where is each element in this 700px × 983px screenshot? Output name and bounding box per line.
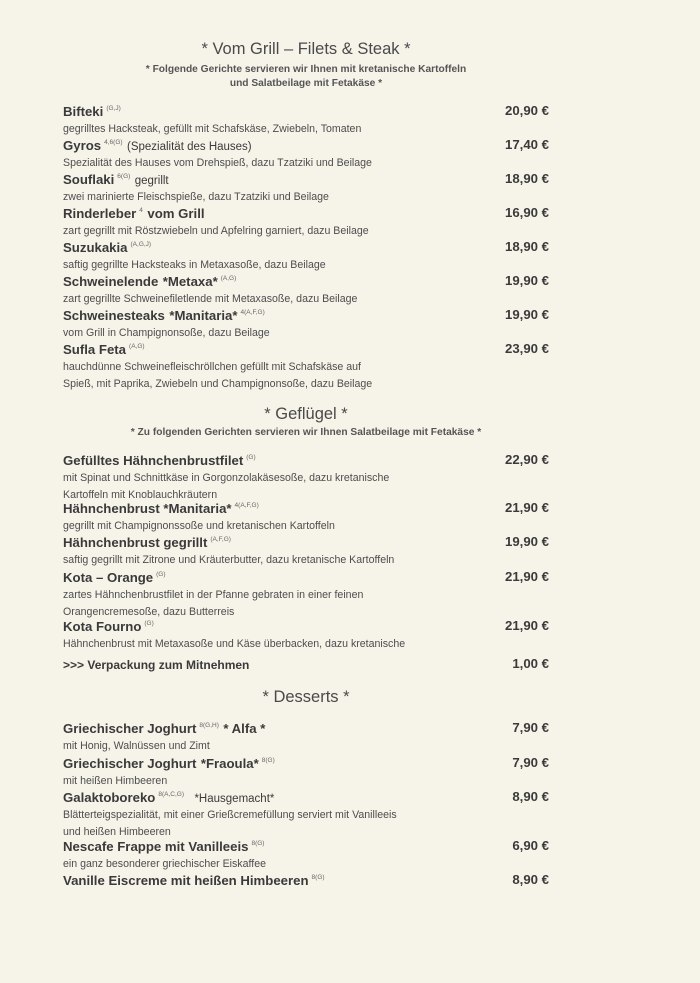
- item-name: Vanille Eiscreme mit heißen Himbeeren: [63, 873, 309, 888]
- item-price: 7,90 €: [512, 755, 549, 770]
- menu-item-sufla-feta: [63, 341, 549, 392]
- menu-item-schweinesteaks: [63, 307, 549, 342]
- packaging-price: 1,00 €: [512, 656, 549, 671]
- item-name: Galaktoboreko: [63, 790, 156, 805]
- item-description-line2: Orangencremesoße, dazu Butterreis: [63, 605, 235, 618]
- item-price: 6,90 €: [512, 838, 549, 853]
- packaging-row: [63, 656, 549, 674]
- menu-item-haehnchenbrust-gegrillt: [63, 534, 549, 569]
- item-extra: gegrillt: [134, 175, 169, 187]
- grill-section-note-line2: und Salatbeilage mit Fetakäse *: [229, 78, 383, 89]
- item-extra: *Fraoula*: [200, 756, 259, 771]
- menu-item-souflaki: [63, 171, 549, 206]
- item-name: Schweinesteaks: [63, 308, 165, 323]
- item-extra: vom Grill: [147, 206, 205, 221]
- item-description: zwei marinierte Fleischspieße, dazu Tzatziki und Beilage: [63, 191, 329, 203]
- item-description: gegrilltes Hacksteak, gefüllt mit Schafskäse, Zwiebeln, Tomaten: [63, 123, 362, 135]
- poultry-section-note: * Zu folgenden Gerichten servieren wir Ihnen Salatbeilage mit Fetakäse *: [130, 427, 482, 438]
- item-price: 17,40 €: [505, 137, 549, 152]
- item-extra: *Hausgemacht*: [194, 793, 275, 805]
- item-description: zartes Hähnchenbrustfilet in der Pfanne gebraten in einer feinen: [63, 589, 364, 601]
- grill-section-title: * Vom Grill – Filets & Steak *: [201, 40, 411, 58]
- item-description: Blätterteigspezialität, mit einer Grießcremefüllung serviert mit Vanilleeis: [63, 809, 397, 821]
- item-name: Gefülltes Hähnchenbrustfilet: [63, 453, 244, 468]
- item-extra: *Manitaria*: [169, 308, 238, 323]
- item-price: 18,90 €: [505, 239, 549, 254]
- item-price: 8,90 €: [512, 789, 549, 804]
- item-price: 7,90 €: [512, 720, 549, 735]
- allergen-note: 4(A,F,G): [234, 501, 259, 509]
- item-price: 20,90 €: [505, 103, 549, 118]
- item-name: Griechischer Joghurt: [63, 721, 197, 736]
- menu-item-gefuelltes-haehnchenbrustfilet: [63, 452, 549, 503]
- menu-item-galaktoboreko: [63, 789, 549, 840]
- item-price: 19,90 €: [505, 273, 549, 288]
- allergen-note: (G): [156, 570, 166, 578]
- item-name: Suzukakia: [63, 240, 128, 255]
- item-description: zart gegrillte Schweinefiletlende mit Metaxasoße, dazu Beilage: [63, 293, 358, 305]
- item-price: 18,90 €: [505, 171, 549, 186]
- item-name: Sufla Feta: [63, 342, 127, 357]
- menu-item-schweinelende: [63, 273, 549, 308]
- item-extra: *Metaxa*: [162, 274, 218, 289]
- allergen-note: (A,G): [220, 274, 237, 282]
- item-price: 19,90 €: [505, 534, 549, 549]
- menu-item-bifteki: [63, 103, 549, 138]
- item-name: Hähnchenbrust *Manitaria*: [63, 501, 232, 516]
- menu-item-joghurt-alfa: [63, 720, 549, 755]
- allergen-note: (G,J): [106, 104, 121, 112]
- item-price: 21,90 €: [505, 500, 549, 515]
- item-description-line2: und heißen Himbeeren: [63, 825, 171, 838]
- allergen-note: 8(G,H): [199, 721, 219, 729]
- menu-item-nescafe-frappe: [63, 838, 549, 873]
- item-name: Hähnchenbrust gegrillt: [63, 535, 208, 550]
- item-description: ein ganz besonderer griechischer Eiskaffee: [63, 858, 266, 870]
- menu-item-gyros: [63, 137, 549, 172]
- item-price: 8,90 €: [512, 872, 549, 887]
- menu-item-haehnchenbrust-manitaria: [63, 500, 549, 535]
- allergen-note: 8(G): [261, 756, 275, 764]
- item-description: hauchdünne Schweinefleischröllchen gefüllt mit Schafskäse auf: [63, 361, 361, 373]
- allergen-note: (G): [144, 619, 154, 627]
- packaging-label: >>> Verpackung zum Mitnehmen: [63, 658, 250, 672]
- allergen-note: 8(G): [251, 839, 265, 847]
- item-description-line2: Spieß, mit Paprika, Zwiebeln und Champignonsoße, dazu Beilage: [63, 377, 373, 390]
- allergen-note: (A,G): [129, 342, 145, 350]
- item-price: 23,90 €: [505, 341, 549, 356]
- poultry-section-title: * Geflügel *: [264, 405, 348, 423]
- allergen-note: 8(A,C,G): [158, 790, 184, 798]
- allergen-note: 4(A,F,G): [240, 308, 265, 316]
- item-price: 19,90 €: [505, 307, 549, 322]
- desserts-section-title: * Desserts *: [262, 688, 350, 706]
- menu-item-joghurt-fraoula: [63, 755, 549, 790]
- allergen-note: 8(G): [311, 873, 325, 881]
- item-description: Hähnchenbrust mit Metaxasoße und Käse überbacken, dazu kretanische: [63, 638, 406, 650]
- allergen-note: (A,F,G): [210, 535, 231, 543]
- item-description: mit Spinat und Schnittkäse in Gorgonzolakäsesoße, dazu kretanische: [63, 472, 390, 484]
- item-name: Gyros: [63, 138, 102, 153]
- allergen-note: 4: [139, 206, 143, 214]
- item-name: Souflaki: [63, 172, 115, 187]
- item-extra: (Spezialität des Hauses): [127, 141, 252, 153]
- item-name: Kota Fourno: [63, 619, 142, 634]
- item-name: Griechischer Joghurt: [63, 756, 197, 771]
- item-description: mit Honig, Walnüssen und Zimt: [63, 740, 210, 752]
- item-name: Nescafe Frappe mit Vanilleeis: [63, 839, 249, 854]
- item-extra: * Alfa *: [223, 721, 266, 736]
- item-name: Schweinelende: [63, 274, 159, 289]
- item-price: 22,90 €: [505, 452, 549, 467]
- item-description: saftig gegrillt mit Zitrone und Kräuterbutter, dazu kretanische Kartoffeln: [63, 554, 395, 566]
- menu-item-kota-orange: [63, 569, 549, 620]
- grill-section-note-line1: * Folgende Gerichte servieren wir Ihnen mit kretanische Kartoffeln: [145, 64, 467, 75]
- menu-item-vanille-eiscreme: [63, 872, 549, 890]
- item-price: 16,90 €: [505, 205, 549, 220]
- menu-item-suzukakia: [63, 239, 549, 274]
- item-price: 21,90 €: [505, 618, 549, 633]
- allergen-note: 6(G): [117, 172, 131, 180]
- item-description: vom Grill in Champignonsoße, dazu Beilage: [63, 327, 270, 339]
- item-description-line2: Kartoffeln mit Knoblauchkräutern: [63, 488, 218, 501]
- item-name: Bifteki: [63, 104, 104, 119]
- item-description: mit heißen Himbeeren: [63, 775, 168, 787]
- item-description: Spezialität des Hauses vom Drehspieß, dazu Tzatziki und Beilage: [63, 157, 372, 169]
- allergen-note: (A,G,J): [130, 240, 152, 248]
- allergen-note: (G): [246, 453, 256, 461]
- item-description: zart gegrillt mit Röstzwiebeln und Apfelring garniert, dazu Beilage: [63, 225, 369, 237]
- item-description: gegrillt mit Champignonssoße und kretanischen Kartoffeln: [63, 520, 335, 532]
- item-description: saftig gegrillte Hacksteaks in Metaxasoße, dazu Beilage: [63, 259, 326, 271]
- item-name: Rinderleber: [63, 206, 137, 221]
- allergen-note: 4,6(G): [104, 138, 123, 146]
- item-price: 21,90 €: [505, 569, 549, 584]
- menu-item-kota-fourno: [63, 618, 549, 653]
- menu-item-rinderleber: [63, 205, 549, 240]
- item-name: Kota – Orange: [63, 570, 154, 585]
